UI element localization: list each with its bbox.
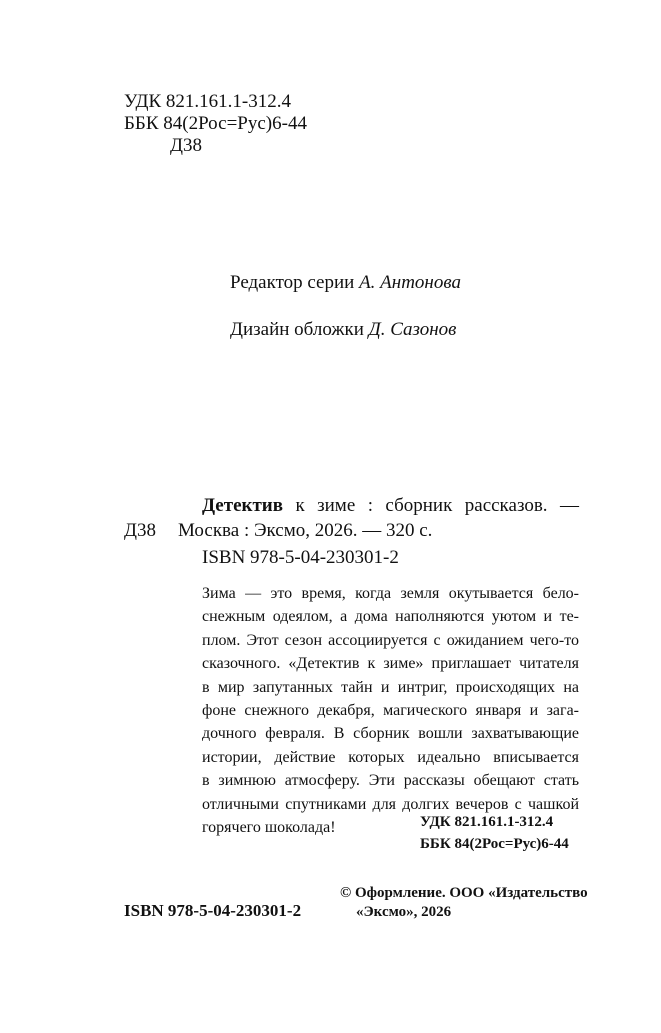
annotation-line: в мир запутанных тайн и интриг, происходящих на bbox=[202, 678, 579, 696]
annotation-line: отличными спутниками для долгих вечеров с чашкой bbox=[202, 795, 579, 813]
catalog-author-sign: Д38 bbox=[124, 520, 156, 541]
catalog-udk: УДК 821.161.1-312.4 bbox=[420, 814, 554, 830]
header-bbk: ББК 84(2Рос=Рус)6-44 bbox=[124, 113, 307, 134]
footer-copyright-line1: © Оформление. ООО «Издательство bbox=[340, 885, 588, 901]
annotation-line: фоне снежного декабря, магического января и зага- bbox=[202, 701, 579, 719]
annotation-line: снежным одеялом, а дома наполняются уютом и те- bbox=[202, 608, 579, 626]
annotation-line: Зима — это время, когда земля окутывается бело- bbox=[202, 585, 579, 602]
annotation-line: дочного февраля. В сборник вошли захватывающие bbox=[202, 725, 579, 743]
designer-credit bbox=[230, 318, 456, 341]
footer-isbn: ISBN 978-5-04-230301-2 bbox=[124, 901, 302, 920]
header-author-sign: Д38 bbox=[170, 135, 202, 156]
header-udk: УДК 821.161.1-312.4 bbox=[124, 91, 291, 112]
catalog-title-bold: Детектив bbox=[202, 495, 283, 516]
annotation bbox=[202, 582, 579, 839]
annotation-line: истории, действие которых идеально вписывается bbox=[202, 748, 579, 766]
designer-name: Д. Сазонов bbox=[368, 319, 457, 340]
catalog-title-line bbox=[202, 494, 579, 517]
catalog-title-rest: к зиме : сборник рассказов. — bbox=[295, 495, 579, 516]
editor-name: А. Антонова bbox=[359, 272, 461, 293]
editor-credit bbox=[230, 271, 461, 294]
editor-label: Редактор серии bbox=[230, 272, 355, 293]
designer-label: Дизайн обложки bbox=[230, 319, 364, 340]
annotation-line: в зимнюю атмосферу. Эти рассказы обещают стать bbox=[202, 772, 579, 790]
catalog-isbn: ISBN 978-5-04-230301-2 bbox=[202, 547, 399, 568]
annotation-line: плом. Этот сезон ассоциируется с ожиданием чего-то bbox=[202, 631, 579, 649]
catalog-bbk: ББК 84(2Рос=Рус)6-44 bbox=[420, 836, 569, 852]
catalog-imprint: Москва : Эксмо, 2026. — 320 с. bbox=[178, 520, 433, 541]
annotation-line: сказочного. «Детектив к зиме» приглашает читателя bbox=[202, 655, 579, 673]
annotation-line: горячего шоколада! bbox=[202, 818, 336, 836]
footer-copyright-line2: «Эксмо», 2026 bbox=[356, 904, 452, 920]
